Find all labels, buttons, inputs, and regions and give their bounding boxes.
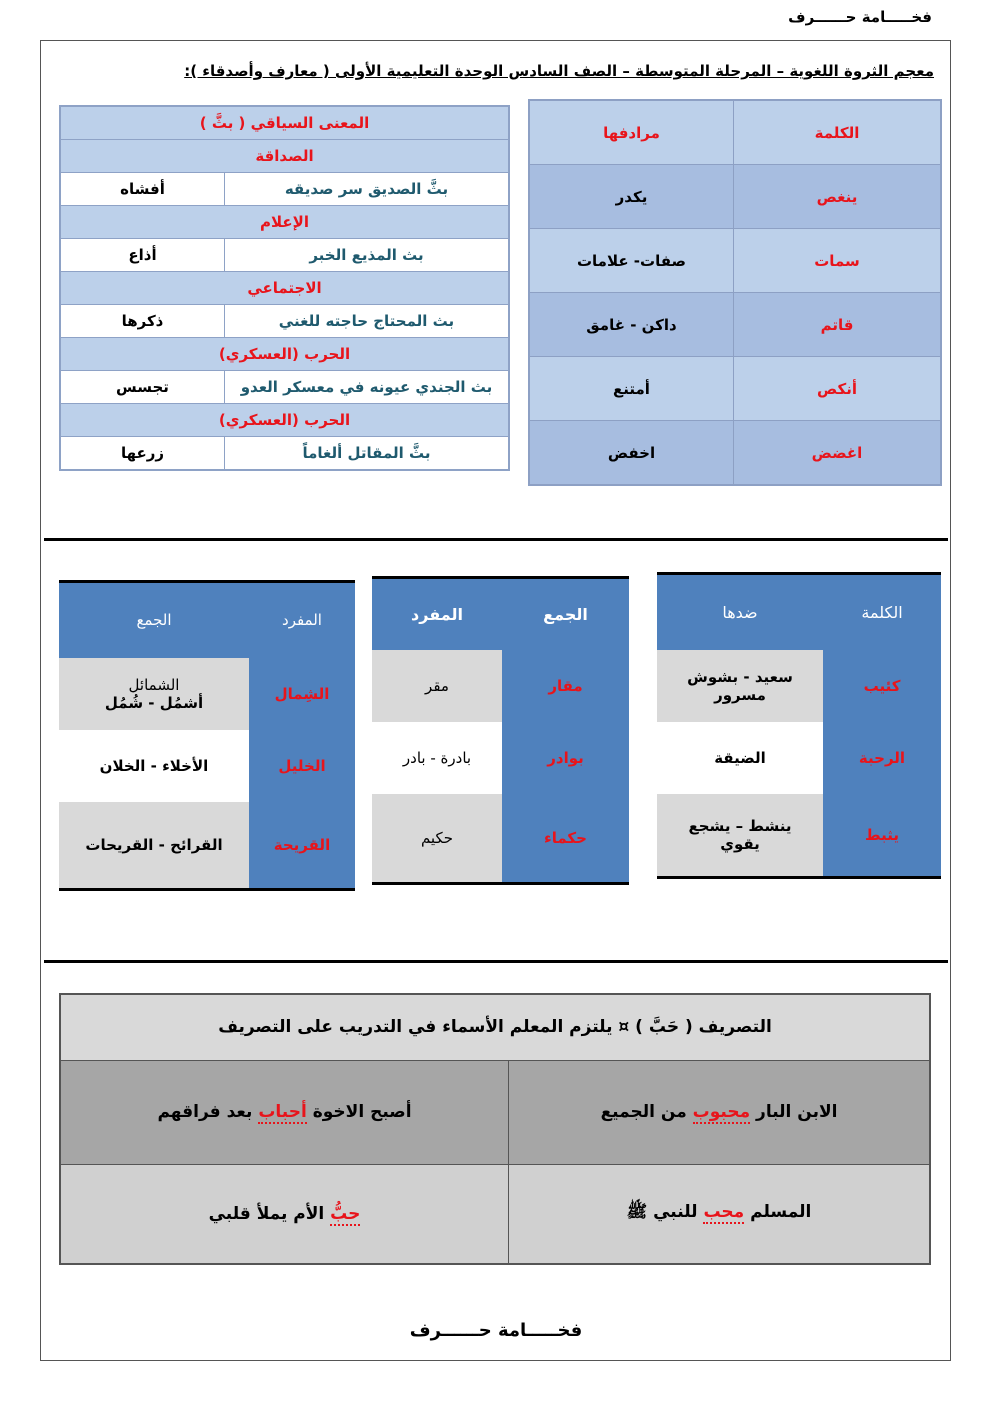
- plurals1-header-singular: المفرد: [372, 578, 502, 650]
- synonyms-header-synonym: مرادفها: [529, 100, 734, 165]
- plural-word: بوادر: [502, 722, 629, 794]
- antonym-line: سعيد - بشوش: [687, 667, 793, 686]
- context-sentence: بثَّ الصديق سر صديقه: [225, 173, 510, 206]
- synonym-value: أمتنع: [529, 357, 734, 421]
- context-title: المعنى السياقي ( بثَّ ): [60, 106, 509, 140]
- context-heading: الحرب (العسكري): [60, 404, 509, 437]
- synonyms-header-word: الكلمة: [734, 100, 942, 165]
- antonym-word: يثبط: [823, 794, 941, 878]
- context-sentence: بث المحتاج حاجته للغني: [225, 305, 510, 338]
- conjugation-after: من الجميع: [600, 1102, 693, 1122]
- plurals1-header-plural: الجمع: [502, 578, 629, 650]
- plural-line: الشمائل: [128, 675, 180, 694]
- singular-word: الشِمال: [249, 658, 355, 730]
- header-brand: فخـــــامة حــــــرف: [788, 8, 932, 26]
- plural-value: الأخلاء - الخلان: [59, 730, 249, 802]
- context-meaning-table: [59, 105, 510, 471]
- synonym-word: اغضض: [734, 421, 942, 486]
- conjugation-after: بعد فراقهم: [157, 1102, 259, 1122]
- context-heading: الحرب (العسكري): [60, 338, 509, 371]
- plural-word: حكماء: [502, 794, 629, 884]
- synonym-value: اخفض: [529, 421, 734, 486]
- conjugation-cell: [60, 1060, 509, 1164]
- context-heading: الاجتماعي: [60, 272, 509, 305]
- conjugation-word: محبوب: [692, 1102, 751, 1122]
- antonym-line: يقوي: [720, 834, 760, 853]
- context-heading: الإعلام: [60, 206, 509, 239]
- conjugation-word: محب: [703, 1202, 745, 1223]
- singular-word: الخليل: [249, 730, 355, 802]
- context-sentence: بث المذيع الخبر: [225, 239, 510, 272]
- antonym-line: ينشط – يشجع: [688, 816, 792, 835]
- plurals-table-left: [59, 580, 355, 891]
- antonym-word: كئيب: [823, 650, 941, 722]
- synonym-value: داكن - غامق: [529, 293, 734, 357]
- conjugation-word: حبُّ: [330, 1203, 361, 1224]
- conjugation-before: المسلم: [744, 1202, 812, 1223]
- singular-word: القريحة: [249, 802, 355, 890]
- antonyms-header-word: الكلمة: [823, 574, 941, 650]
- conjugation-after: للنبي ﷺ: [626, 1202, 704, 1223]
- antonym-value: [657, 650, 823, 722]
- antonym-word: الرحبة: [823, 722, 941, 794]
- singular-word: بادرة - بادر: [372, 722, 502, 794]
- antonyms-header-antonym: ضدها: [657, 574, 823, 650]
- context-meaning: أفشاه: [60, 173, 225, 206]
- antonym-value: [657, 794, 823, 878]
- conjugation-cell: [509, 1164, 931, 1264]
- plurals2-header-plural: الجمع: [59, 582, 249, 658]
- synonym-word: سمات: [734, 229, 942, 293]
- plural-value: القرائح - القريحات: [59, 802, 249, 890]
- context-meaning: تجسس: [60, 371, 225, 404]
- conjugation-cell: [60, 1164, 509, 1264]
- plural-line: أشمُل - شُمُل: [104, 693, 204, 712]
- conjugation-title: التصريف ( حَبَّ ) ¤ يلتزم المعلم الأسماء في التدريب على التصريف: [60, 994, 930, 1060]
- section-divider: [44, 538, 948, 541]
- plurals-table-middle: [372, 576, 629, 885]
- conjugation-before: الابن البار: [750, 1102, 838, 1122]
- conjugation-word: أحباب: [258, 1102, 307, 1122]
- antonym-line: مسرور: [714, 685, 766, 704]
- context-meaning: زرعها: [60, 437, 225, 471]
- singular-word: مقر: [372, 650, 502, 722]
- footer-brand: فخـــــامة حــــــرف: [409, 1320, 583, 1341]
- synonym-word: ينغص: [734, 165, 942, 229]
- synonym-word: قاتم: [734, 293, 942, 357]
- conjugation-after: الأم يملأ قلبي: [208, 1203, 331, 1224]
- section-divider: [44, 960, 948, 963]
- conjugation-table: [59, 993, 931, 1265]
- antonym-value: الضيقة: [657, 722, 823, 794]
- singular-word: حكيم: [372, 794, 502, 884]
- plural-word: مقار: [502, 650, 629, 722]
- context-meaning: أذاع: [60, 239, 225, 272]
- context-heading: الصداقة: [60, 140, 509, 173]
- conjugation-before: أصبح الاخوة: [306, 1102, 412, 1122]
- context-sentence: بثَّ المقاتل ألغاماً: [225, 437, 510, 471]
- synonym-value: صفات- علامات: [529, 229, 734, 293]
- antonyms-table: [657, 572, 941, 879]
- synonym-value: يكدر: [529, 165, 734, 229]
- page-title: معجم الثروة اللغوية – المرحلة المتوسطة – الصف السادس الوحدة التعليمية الأولى ( معارف وأصدقاء ):: [184, 62, 934, 80]
- plural-value: [59, 658, 249, 730]
- conjugation-cell: [509, 1060, 931, 1164]
- plurals2-header-singular: المفرد: [249, 582, 355, 658]
- synonym-word: أنكص: [734, 357, 942, 421]
- context-meaning: ذكرها: [60, 305, 225, 338]
- context-sentence: بث الجندي عيونه في معسكر العدو: [225, 371, 510, 404]
- synonyms-table: [528, 99, 942, 486]
